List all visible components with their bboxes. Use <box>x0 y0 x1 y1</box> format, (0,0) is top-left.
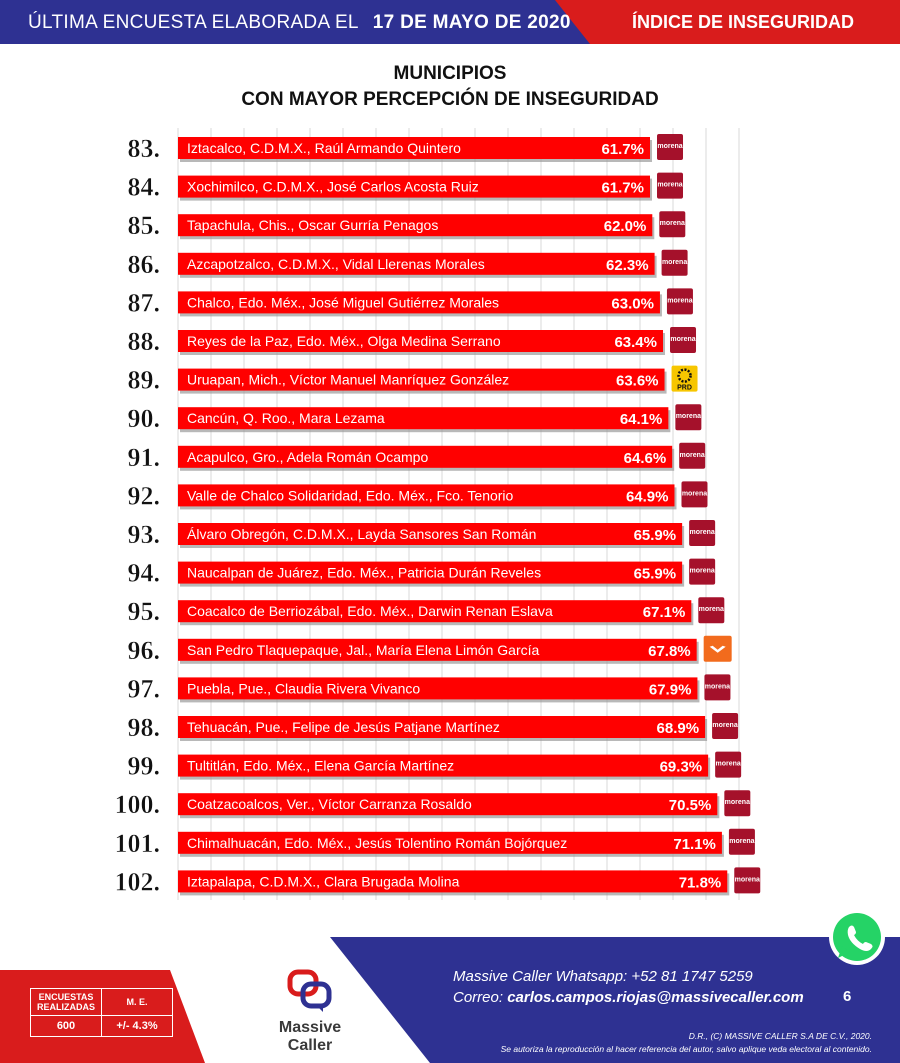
rank-label: 83. <box>127 134 160 163</box>
massive-caller-logo <box>270 968 350 1063</box>
category-label: Puebla, Pue., Claudia Rivera Vivanco <box>187 680 421 697</box>
rank-label: 101. <box>114 828 160 858</box>
value-label: 64.6% <box>623 449 667 467</box>
rank-label: 89. <box>127 365 160 395</box>
morena-text: morena <box>715 760 741 768</box>
stats-header-surveys: ENCUESTAS REALIZADAS <box>31 989 102 1016</box>
morena-text: morena <box>681 490 708 498</box>
morena-text: morena <box>698 606 724 614</box>
value-label: 63.6% <box>615 372 659 390</box>
morena-text: morena <box>667 297 693 305</box>
value-label: 67.9% <box>648 681 692 699</box>
title-line-2: CON MAYOR PERCEPCIÓN DE INSEGURIDAD <box>241 89 659 110</box>
morena-text: morena <box>661 258 688 266</box>
rank-label: 96. <box>127 635 160 665</box>
rank-label: 95. <box>127 597 160 627</box>
morena-text: morena <box>657 143 683 150</box>
value-label: 61.7% <box>601 141 645 158</box>
mc-badge <box>704 636 732 662</box>
category-label: Tapachula, Chis., Oscar Gurría Penagos <box>187 217 439 234</box>
category-label: Iztacalco, C.D.M.X., Raúl Armando Quintero <box>187 140 461 156</box>
value-label: 64.1% <box>619 411 663 429</box>
category-label: Naucalpan de Juárez, Edo. Méx., Patricia Durán Reveles <box>187 564 542 581</box>
rank-label: 98. <box>127 713 160 742</box>
morena-logo <box>662 250 688 276</box>
value-label: 70.5% <box>668 797 712 815</box>
value-label: 63.0% <box>611 295 654 313</box>
email-address[interactable]: carlos.campos.riojas@massivecaller.com <box>507 989 804 1006</box>
value-label: 61.7% <box>601 179 645 197</box>
value-label: 63.4% <box>614 334 658 351</box>
morena-logo <box>715 752 741 778</box>
rank-label: 91. <box>127 442 160 472</box>
category-label: Coatzacoalcos, Ver., Víctor Carranza Rosaldo <box>187 796 472 813</box>
prd-text: PRD <box>677 384 692 392</box>
value-label: 67.1% <box>642 604 686 622</box>
morena-text: morena <box>679 451 705 459</box>
morena-logo <box>681 481 707 507</box>
value-label: 67.8% <box>648 642 691 660</box>
morena-text: morena <box>689 567 715 575</box>
value-label: 71.8% <box>678 874 722 892</box>
value-label: 69.3% <box>659 758 703 776</box>
whatsapp-contact: Massive Caller Whatsapp: +52 81 1747 5259 <box>453 968 753 985</box>
value-label: 64.9% <box>625 488 669 506</box>
morena-logo <box>657 173 683 199</box>
morena-logo <box>698 597 724 623</box>
morena-text: morena <box>689 529 715 536</box>
morena-logo <box>704 674 730 700</box>
category-label: Tehuacán, Pue., Felipe de Jesús Patjane Martínez <box>187 719 500 735</box>
rank-label: 100. <box>114 790 160 820</box>
logo-line-2: Caller <box>287 1037 333 1054</box>
morena-logo <box>659 211 685 237</box>
morena-logo <box>667 288 693 314</box>
rank-label: 99. <box>127 751 160 781</box>
morena-logo <box>712 713 738 739</box>
value-label: 68.9% <box>656 720 700 737</box>
legal-line-2: Se autoriza la reproducción al hacer referencia del autor, salvo aplique veda electoral al contenido. <box>500 1044 872 1054</box>
survey-label: ÚLTIMA ENCUESTA ELABORADA EL <box>28 12 359 33</box>
morena-text: morena <box>670 336 696 343</box>
category-label: Acapulco, Gro., Adela Román Ocampo <box>187 448 429 465</box>
rank-label: 84. <box>127 172 160 202</box>
morena-text: morena <box>724 799 750 807</box>
logo-line-1: Massive <box>278 1019 342 1036</box>
rank-label: 87. <box>127 288 160 318</box>
morena-logo <box>679 443 705 469</box>
title-line-1: MUNICIPIOS <box>393 63 507 84</box>
morena-logo <box>724 790 750 816</box>
category-label: Tultitlán, Edo. Méx., Elena García Martínez <box>187 757 455 774</box>
morena-text: morena <box>657 181 683 189</box>
morena-logo <box>729 829 755 855</box>
rank-label: 94. <box>127 558 160 588</box>
stats-header-margin: M. E. <box>102 989 173 1016</box>
contact-info <box>453 966 804 1008</box>
email-contact <box>453 987 804 1008</box>
category-label: Chimalhuacán, Edo. Méx., Jesús Tolentino Román Bojórquez <box>187 834 568 851</box>
category-label: Coacalco de Berriozábal, Edo. Méx., Darwin Renan Eslava <box>187 603 553 620</box>
value-label: 65.9% <box>633 527 677 544</box>
morena-logo <box>670 327 696 353</box>
rank-label: 90. <box>127 404 160 434</box>
rank-label: 85. <box>127 211 160 241</box>
morena-text: morena <box>659 220 685 228</box>
chat-bubbles-icon <box>287 968 333 1014</box>
value-label: 65.9% <box>633 565 677 583</box>
value-label: 62.0% <box>603 218 647 236</box>
category-label: Reyes de la Paz, Edo. Méx., Olga Medina Serrano <box>187 333 501 349</box>
rank-label: 102. <box>114 867 160 897</box>
stats-value-surveys: 600 <box>31 1016 102 1037</box>
morena-logo <box>657 134 683 160</box>
rank-label: 93. <box>127 520 160 549</box>
value-label: 71.1% <box>673 835 716 853</box>
morena-logo <box>689 520 715 546</box>
morena-text: morena <box>734 876 760 884</box>
survey-date: 17 DE MAYO DE 2020 <box>372 12 571 33</box>
category-label: Cancún, Q. Roo., Mara Lezama <box>187 410 385 427</box>
legal-line-1: D.R., (C) MASSIVE CALLER S.A DE C.V., 2020. <box>688 1031 872 1041</box>
prd-logo <box>672 366 698 392</box>
morena-text: morena <box>704 683 731 691</box>
rank-label: 97. <box>127 674 160 704</box>
whatsapp-icon[interactable] <box>826 906 888 973</box>
section-title: ÍNDICE DE INSEGURIDAD <box>632 12 855 32</box>
category-label: Xochimilco, C.D.M.X., José Carlos Acosta Ruiz <box>187 178 479 195</box>
morena-text: morena <box>729 837 755 845</box>
value-label: 62.3% <box>606 256 649 274</box>
survey-stats-table <box>30 988 173 1037</box>
category-label: Valle de Chalco Solidaridad, Edo. Méx., Fco. Tenorio <box>187 487 514 504</box>
morena-logo <box>675 404 701 430</box>
page-number: 6 <box>843 988 852 1005</box>
morena-logo <box>689 559 715 585</box>
category-label: Chalco, Edo. Méx., José Miguel Gutiérrez Morales <box>187 294 500 311</box>
stats-value-margin: +/- 4.3% <box>102 1016 173 1037</box>
rank-label: 92. <box>127 481 160 511</box>
legal-notice <box>501 1030 872 1056</box>
movimiento-ciudadano-logo <box>704 636 732 662</box>
category-label: Azcapotzalco, C.D.M.X., Vidal Llerenas Morales <box>187 255 485 272</box>
category-label: Álvaro Obregón, C.D.M.X., Layda Sansores San Román <box>187 526 537 542</box>
category-label: San Pedro Tlaquepaque, Jal., María Elena Limón García <box>187 641 540 658</box>
category-label: Uruapan, Mich., Víctor Manuel Manríquez González <box>187 371 510 388</box>
morena-text: morena <box>712 722 738 729</box>
email-label: Correo: <box>453 989 504 1006</box>
category-label: Iztapalapa, C.D.M.X., Clara Brugada Molina <box>187 873 460 890</box>
morena-text: morena <box>675 413 702 421</box>
rank-label: 86. <box>127 249 160 279</box>
rank-label: 88. <box>127 327 160 356</box>
morena-logo <box>734 867 760 893</box>
